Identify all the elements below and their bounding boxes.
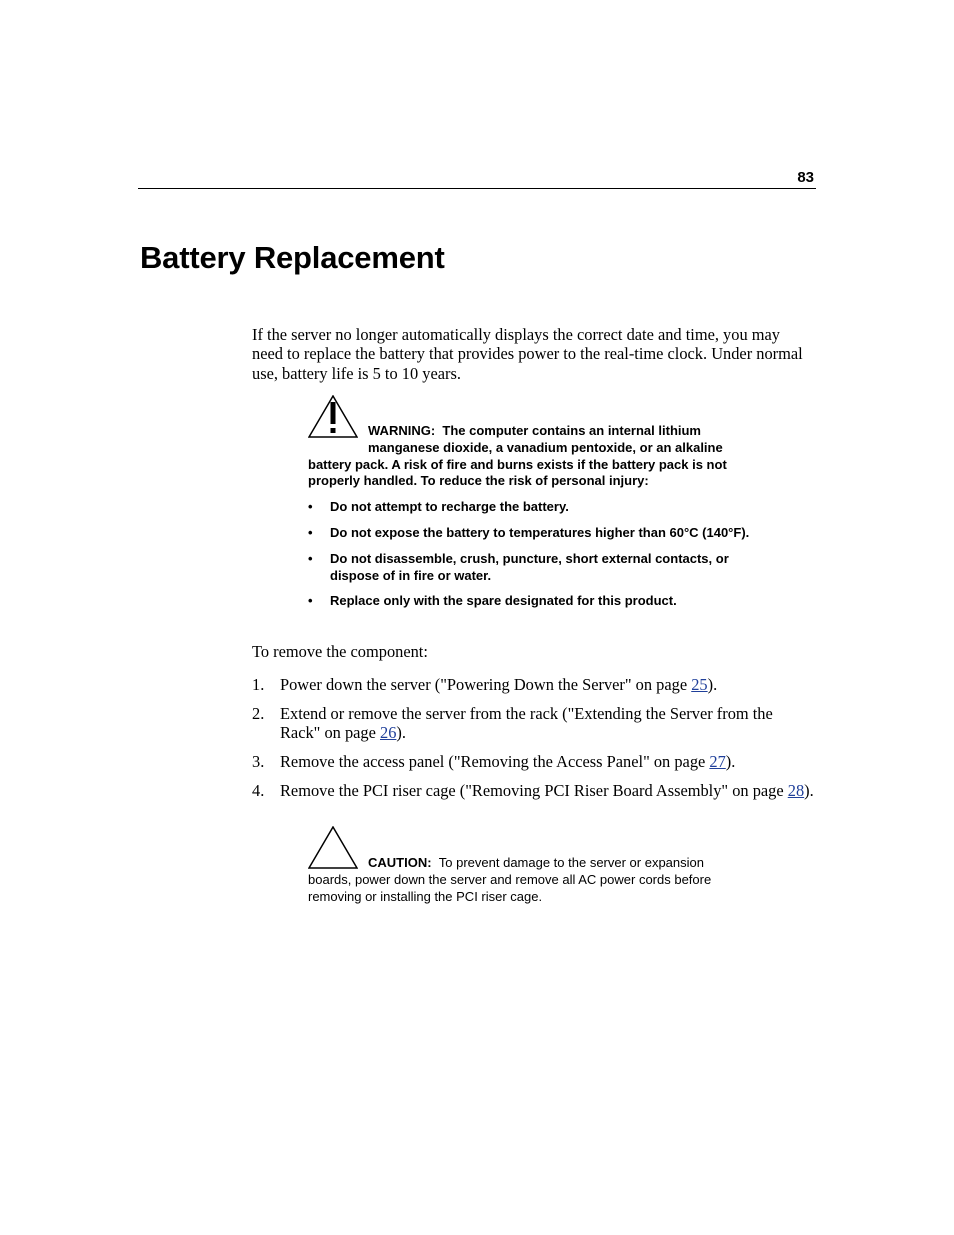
- step-number: 1.: [252, 675, 265, 694]
- caution-text: boards, power down the server and remove all AC power cords before removing or installing the PCI riser cage.: [308, 871, 712, 904]
- warning-bullet-list: [308, 499, 753, 610]
- step-item: 3. Remove the access panel ("Removing the Access Panel" on page 27).: [252, 751, 736, 771]
- caution-triangle-icon: [308, 826, 358, 871]
- step-item: 1. Power down the server ("Powering Down the Server" on page 25).: [252, 675, 718, 694]
- bullet-icon: •: [308, 524, 313, 540]
- intro-paragraph: If the server no longer automatically displays the correct date and time, you may need to replace the battery that provides power to the real-time clock. Under normal use, battery life is 5 to 10 years.: [252, 325, 803, 383]
- page-link-26[interactable]: 26: [380, 723, 397, 743]
- list-item: • Replace only with the spare designated for this product.: [308, 593, 677, 609]
- step-number: 3.: [252, 751, 265, 771]
- header-rule: [138, 188, 816, 189]
- step-number: 4.: [252, 780, 265, 800]
- bullet-icon: •: [308, 550, 313, 566]
- warning-text-first: The computer contains an internal lithium: [442, 423, 701, 438]
- warning-text: manganese dioxide, a vanadium pentoxide, or an alkaline battery pack. A risk of fire and burns exists if the battery pack is not properly handled. To reduce the risk of personal injury:: [308, 439, 727, 489]
- list-item: • Do not expose the battery to temperatures higher than 60°C (140°F).: [308, 524, 750, 540]
- caution-text-first: To prevent damage to the server or expansion: [438, 855, 704, 870]
- page-link-27[interactable]: 27: [709, 751, 726, 771]
- page-title: Battery Replacement: [140, 240, 445, 275]
- step-number: 2.: [252, 703, 265, 723]
- caution-label: CAUTION:: [368, 855, 432, 870]
- page-link-28[interactable]: 28: [787, 780, 805, 800]
- page-number: 83: [797, 169, 814, 186]
- bullet-icon: •: [308, 499, 313, 515]
- step-item: 4. Remove the PCI riser cage ("Removing PCI Riser Board Assembly" on page 28).: [252, 780, 814, 800]
- warning-exclamation-triangle-icon: [308, 395, 358, 440]
- list-item: • Do not disassemble, crush, puncture, short external contacts, or dispose of in fire or water.: [308, 550, 729, 583]
- bullet-icon: •: [308, 593, 313, 609]
- list-item: • Do not attempt to recharge the battery.: [308, 499, 569, 515]
- step-item: 2. Extend or remove the server from the rack ("Extending the Server from the Rack" on page 26).: [252, 703, 773, 743]
- warning-label: WARNING:: [368, 423, 436, 438]
- steps-intro: To remove the component:: [252, 642, 428, 661]
- warning-notice: [308, 395, 753, 619]
- caution-notice: [308, 826, 753, 905]
- page-link-25[interactable]: 25: [691, 675, 708, 694]
- steps-list: [252, 675, 817, 809]
